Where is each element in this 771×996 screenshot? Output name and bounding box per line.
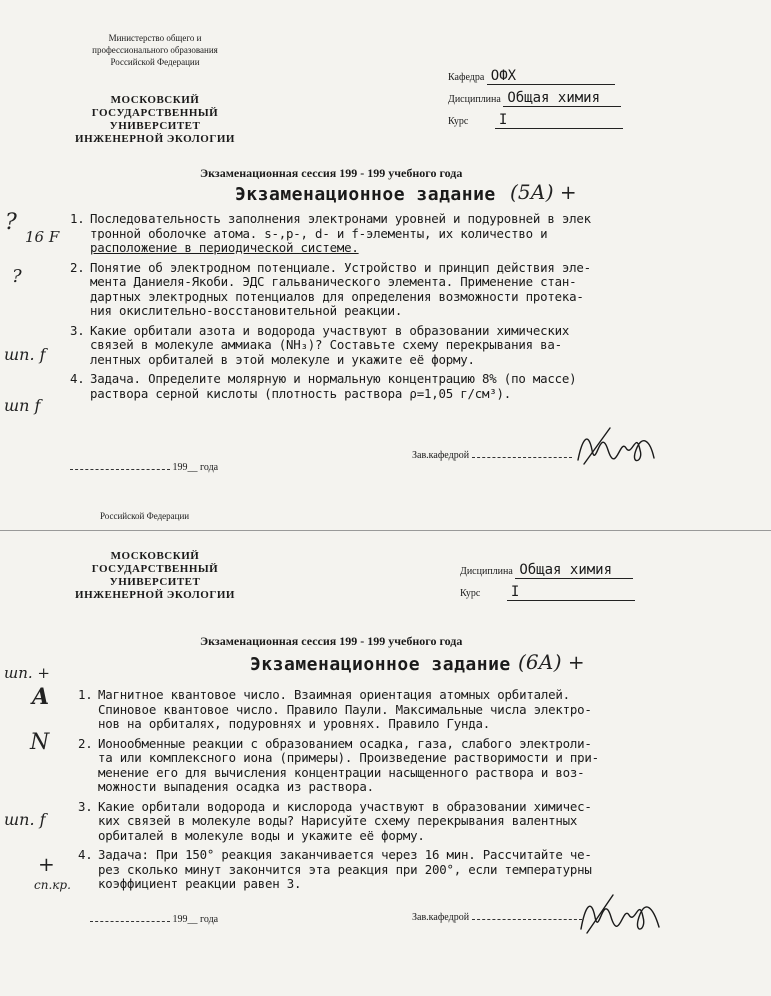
- question-item: 4. Задача: При 150° реакция заканчивается через 16 мин. Рассчитайте че- рез сколько минут закончится эта реакция при 200°, если температурны коэффициент реакции равен 3.: [78, 847, 592, 891]
- ticket-number: (5А) +: [510, 180, 577, 204]
- page-title: Экзаменационное задание: [250, 654, 511, 675]
- margin-mark: ?: [5, 210, 17, 235]
- course-field: Курс I: [460, 584, 635, 601]
- ministry-header: Российской Федерации: [100, 511, 190, 521]
- head-of-department: Зав.кафедрой: [412, 450, 572, 461]
- head-of-department: Зав.кафедрой: [412, 912, 582, 923]
- margin-mark: A: [32, 684, 50, 710]
- question-item: 3. Какие орбитали водорода и кислорода участвуют в образовании химичес- ких связей в молекуле воды? Нарисуйте схему перекрывания валентных орбиталей в молекуле воды и укажите её форму.: [78, 798, 592, 843]
- margin-mark: шп f: [4, 396, 41, 415]
- date-line: 199__ года: [90, 914, 218, 925]
- margin-mark: ?: [12, 266, 22, 287]
- question-item: 1. Магнитное квантовое число. Взаимная ориентация атомных орбиталей. Спиновое квантовое число. Правило Паули. Максимальные числа электро- нов на орбиталях, подуровнях и уровнях. Правило Гунда.: [78, 687, 592, 731]
- session-line: Экзаменационная сессия 199 - 199 учебного года: [200, 166, 463, 180]
- page-title: Экзаменационное задание: [235, 184, 496, 205]
- question-item: 3. Какие орбитали азота и водорода участвуют в образовании химических связей в молекуле аммиака (NH₃)? Составьте схему перекрывания ва- лентных орбиталей в этой молекуле и укажите её форму.: [70, 322, 570, 367]
- ministry-header: Министерство общего и профессионального образования Российской Федерации: [92, 33, 218, 67]
- margin-mark: шп. f: [4, 810, 46, 829]
- margin-mark: сп.кр.: [34, 878, 71, 892]
- question-item: 1. Последовательность заполнения электронами уровней и подуровней в элек тронной оболочке атома. s-,p-, d- и f-элементы, их количество и расположение в периодической системе.: [70, 211, 591, 255]
- university-name: МОСКОВСКИЙ ГОСУДАРСТВЕННЫЙ УНИВЕРСИТЕТ ИНЖЕНЕРНОЙ ЭКОЛОГИИ: [75, 94, 235, 145]
- question-item: 2. Понятие об электродном потенциале. Устройство и принцип действия эле- мента Даниеля-Якоби. ЭДС гальванического элемента. Применение стан- дартных электродных потенциалов для определения возможности протека- ния окислительно-восстановительной реакции.: [70, 259, 591, 318]
- question-list: [70, 212, 760, 401]
- question-item: 4. Задача. Определите молярную и нормальную концентрацию 8% (по массе) раствора серной кислоты (плотность раствора ρ=1,05 г/см³).: [70, 371, 577, 401]
- department-field: Кафедра ОФХ: [448, 68, 615, 85]
- question-item: 2. Ионообменные реакции с образованием осадка, газа, слабого электроли- та или комплексного иона (примеры). Произведение растворимости и при- менение его для вычисления концентрации насыщенного раствора и воз- можности выпадения осадка из раствора.: [78, 735, 599, 794]
- ticket-number: (6А) +: [518, 650, 585, 674]
- margin-mark: +: [38, 852, 55, 876]
- signature: [575, 885, 665, 940]
- margin-mark: шп. f: [4, 345, 46, 364]
- date-line: 199__ года: [70, 462, 218, 473]
- discipline-field: Дисциплина Общая химия: [460, 562, 633, 579]
- course-field: Курс I: [448, 112, 623, 129]
- signature: [570, 420, 660, 470]
- page-divider: [0, 530, 771, 531]
- margin-mark: N: [30, 730, 50, 755]
- discipline-field: Дисциплина Общая химия: [448, 90, 621, 107]
- margin-mark: 16 F: [25, 228, 60, 246]
- session-line: Экзаменационная сессия 199 - 199 учебного года: [200, 634, 463, 648]
- margin-mark: шп. +: [4, 664, 50, 682]
- university-name: МОСКОВСКИЙ ГОСУДАРСТВЕННЫЙ УНИВЕРСИТЕТ ИНЖЕНЕРНОЙ ЭКОЛОГИИ: [75, 550, 235, 601]
- question-list: [78, 688, 758, 892]
